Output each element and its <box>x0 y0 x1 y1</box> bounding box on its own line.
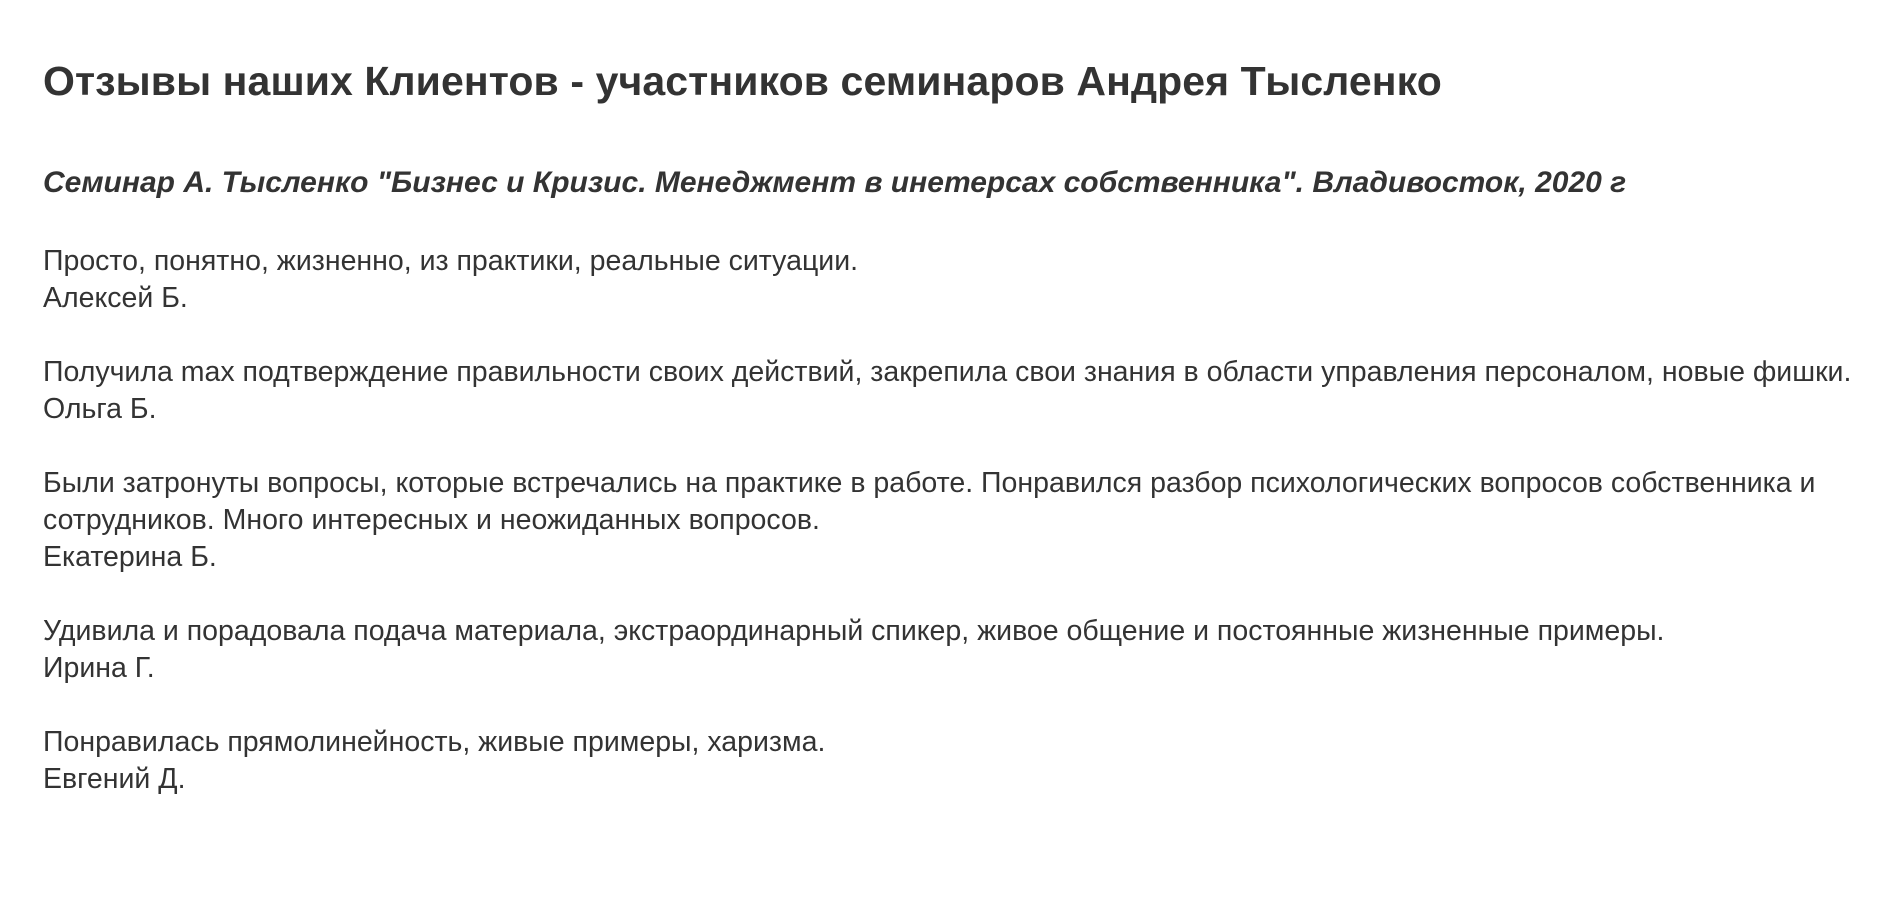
review-author: Екатерина Б. <box>43 541 217 573</box>
review-item <box>43 613 1867 687</box>
review-item <box>43 354 1867 428</box>
review-author: Ирина Г. <box>43 652 155 684</box>
review-item <box>43 243 1867 317</box>
review-text: Понравилась прямолинейность, живые примеры, харизма. <box>43 726 826 758</box>
review-text: Удивила и порадовала подача материала, экстраординарный спикер, живое общение и постоянные жизненные примеры. <box>43 615 1665 647</box>
review-text: Были затронуты вопросы, которые встречались на практике в работе. Понравился разбор психологических вопросов собственника и сотрудников. Много интересных и неожиданных вопросов. <box>43 467 1816 536</box>
review-author: Алексей Б. <box>43 282 188 314</box>
review-text: Получила max подтверждение правильности своих действий, закрепила свои знания в области управления персоналом, новые фишки. <box>43 356 1852 388</box>
seminar-heading: Семинар А. Тысленко "Бизнес и Кризис. Менеджмент в инетерсах собственника". Владивосток, 2020 г <box>43 166 1627 199</box>
review-item <box>43 724 1867 798</box>
review-item <box>43 465 1867 576</box>
review-author: Евгений Д. <box>43 763 186 795</box>
reviews-list <box>43 243 1867 798</box>
review-author: Ольга Б. <box>43 393 157 425</box>
review-text: Просто, понятно, жизненно, из практики, реальные ситуации. <box>43 245 859 277</box>
page-title: Отзывы наших Клиентов - участников семинаров Андрея Тысленко <box>43 58 1442 104</box>
